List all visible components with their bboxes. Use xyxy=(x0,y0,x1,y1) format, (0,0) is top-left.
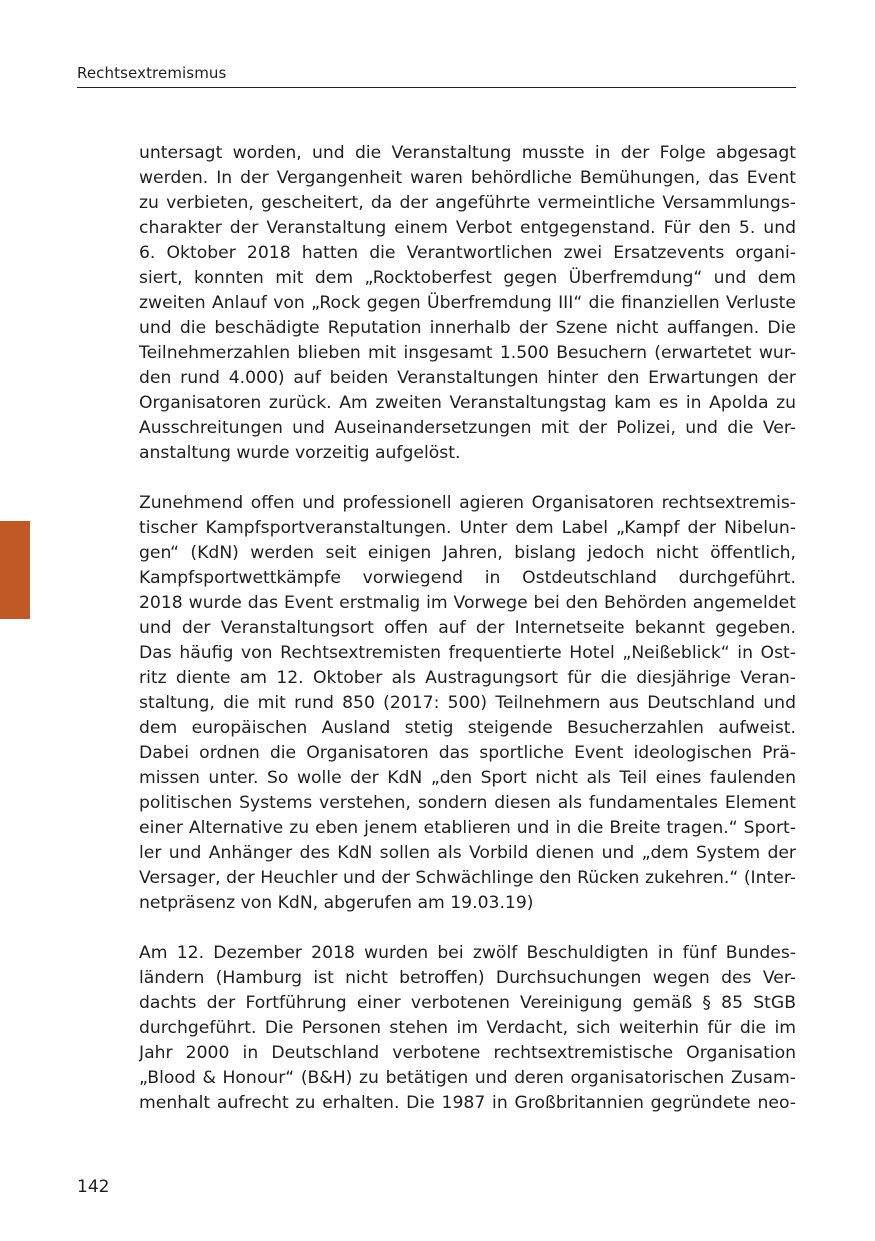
text-line: durchgeführt. Die Personen stehen im Verdacht, sich weiterhin für die im xyxy=(139,1018,796,1038)
page-number-text: 142 xyxy=(77,1177,110,1197)
text-line: Das häufig von Rechtsextremisten frequentierte Hotel „Neißeblick“ in Ost- xyxy=(139,643,796,663)
text-line: Zunehmend offen und professionell agieren Organisatoren rechtsextremis- xyxy=(139,493,796,513)
text-line: zweiten Anlauf von „Rock gegen Überfremdung III“ die finanziellen Verluste xyxy=(139,293,796,313)
text-line: werden. In der Vergangenheit waren behördliche Bemühungen, das Event xyxy=(139,168,796,188)
text-line: gen“ (KdN) werden seit einigen Jahren, bislang jedoch nicht öffentlich, xyxy=(139,543,796,563)
text-line: und die beschädigte Reputation innerhalb der Szene nicht auffangen. Die xyxy=(139,318,796,338)
text-line: anstaltung wurde vorzeitig aufgelöst. xyxy=(139,443,461,463)
text-line: menhalt aufrecht zu erhalten. Die 1987 in Großbritannien gegründete neo- xyxy=(139,1093,796,1113)
chapter-side-tab xyxy=(0,521,30,619)
text-line: politischen Systems verstehen, sondern diesen als fundamentales Element xyxy=(139,793,796,813)
text-line: und der Veranstaltungsort offen auf der Internetseite bekannt gegeben. xyxy=(139,618,796,638)
text-line: den rund 4.000) auf beiden Veranstaltungen hinter den Erwartungen der xyxy=(139,368,796,388)
text-line: dem europäischen Ausland stetig steigende Besucherzahlen aufweist. xyxy=(139,718,796,738)
text-line: untersagt worden, und die Veranstaltung musste in der Folge abgesagt xyxy=(139,143,796,163)
text-line: Versager, der Heuchler und der Schwächlinge den Rücken zukehren.“ (Inter- xyxy=(139,868,796,888)
text-line: Ausschreitungen und Auseinandersetzungen mit der Polizei, und die Ver- xyxy=(139,418,796,438)
paragraph-gap xyxy=(139,466,796,491)
text-line: ländern (Hamburg ist nicht betroffen) Durchsuchungen wegen des Ver- xyxy=(139,968,796,988)
paragraph-gap xyxy=(139,916,796,941)
text-line: netpräsenz von KdN, abgerufen am 19.03.19) xyxy=(139,893,534,913)
text-line: einer Alternative zu eben jenem etablieren und in die Breite tragen.“ Sport- xyxy=(139,818,796,838)
text-line: Kampfsportwettkämpfe vorwiegend in Ostdeutschland durchgeführt. xyxy=(139,568,796,588)
text-line: missen unter. So wolle der KdN „den Sport nicht als Teil eines faulenden xyxy=(139,768,796,788)
body-text xyxy=(139,141,796,1116)
text-line: Am 12. Dezember 2018 wurden bei zwölf Beschuldigten in fünf Bundes- xyxy=(139,943,796,963)
text-line: staltung, die mit rund 850 (2017: 500) Teilnehmern aus Deutschland und xyxy=(139,693,796,713)
running-header xyxy=(77,63,796,88)
text-line: „Blood & Honour“ (B&H) zu betätigen und deren organisatorischen Zusam- xyxy=(139,1068,796,1088)
text-line: Organisatoren zurück. Am zweiten Veranstaltungstag kam es in Apolda zu xyxy=(139,393,796,413)
running-title: Rechtsextremismus xyxy=(77,64,227,82)
page-number xyxy=(77,1175,109,1199)
text-line: Dabei ordnen die Organisatoren das sportliche Event ideologischen Prä- xyxy=(139,743,796,763)
text-line: charakter der Veranstaltung einem Verbot entgegenstand. Für den 5. und xyxy=(139,218,796,238)
paragraph-2 xyxy=(139,491,796,916)
text-line: siert, konnten mit dem „Rocktoberfest gegen Überfremdung“ und dem xyxy=(139,268,796,288)
paragraph-3 xyxy=(139,941,796,1116)
text-line: Teilnehmerzahlen blieben mit insgesamt 1.500 Besuchern (erwartetet wur- xyxy=(139,343,796,363)
paragraph-1 xyxy=(139,141,796,466)
text-line: Jahr 2000 in Deutschland verbotene rechtsextremistische Organisation xyxy=(139,1043,796,1063)
text-line: dachts der Fortführung einer verbotenen Vereinigung gemäß § 85 StGB xyxy=(139,993,796,1013)
text-line: tischer Kampfsportveranstaltungen. Unter dem Label „Kampf der Nibelun- xyxy=(139,518,796,538)
text-line: 2018 wurde das Event erstmalig im Vorwege bei den Behörden angemeldet xyxy=(139,593,796,613)
text-line: zu verbieten, gescheitert, da der angeführte vermeintliche Versammlungs- xyxy=(139,193,796,213)
text-line: ritz diente am 12. Oktober als Austragungsort für die diesjährige Veran- xyxy=(139,668,796,688)
text-line: 6. Oktober 2018 hatten die Verantwortlichen zwei Ersatzevents organi- xyxy=(139,243,796,263)
text-line: ler und Anhänger des KdN sollen als Vorbild dienen und „dem System der xyxy=(139,843,796,863)
